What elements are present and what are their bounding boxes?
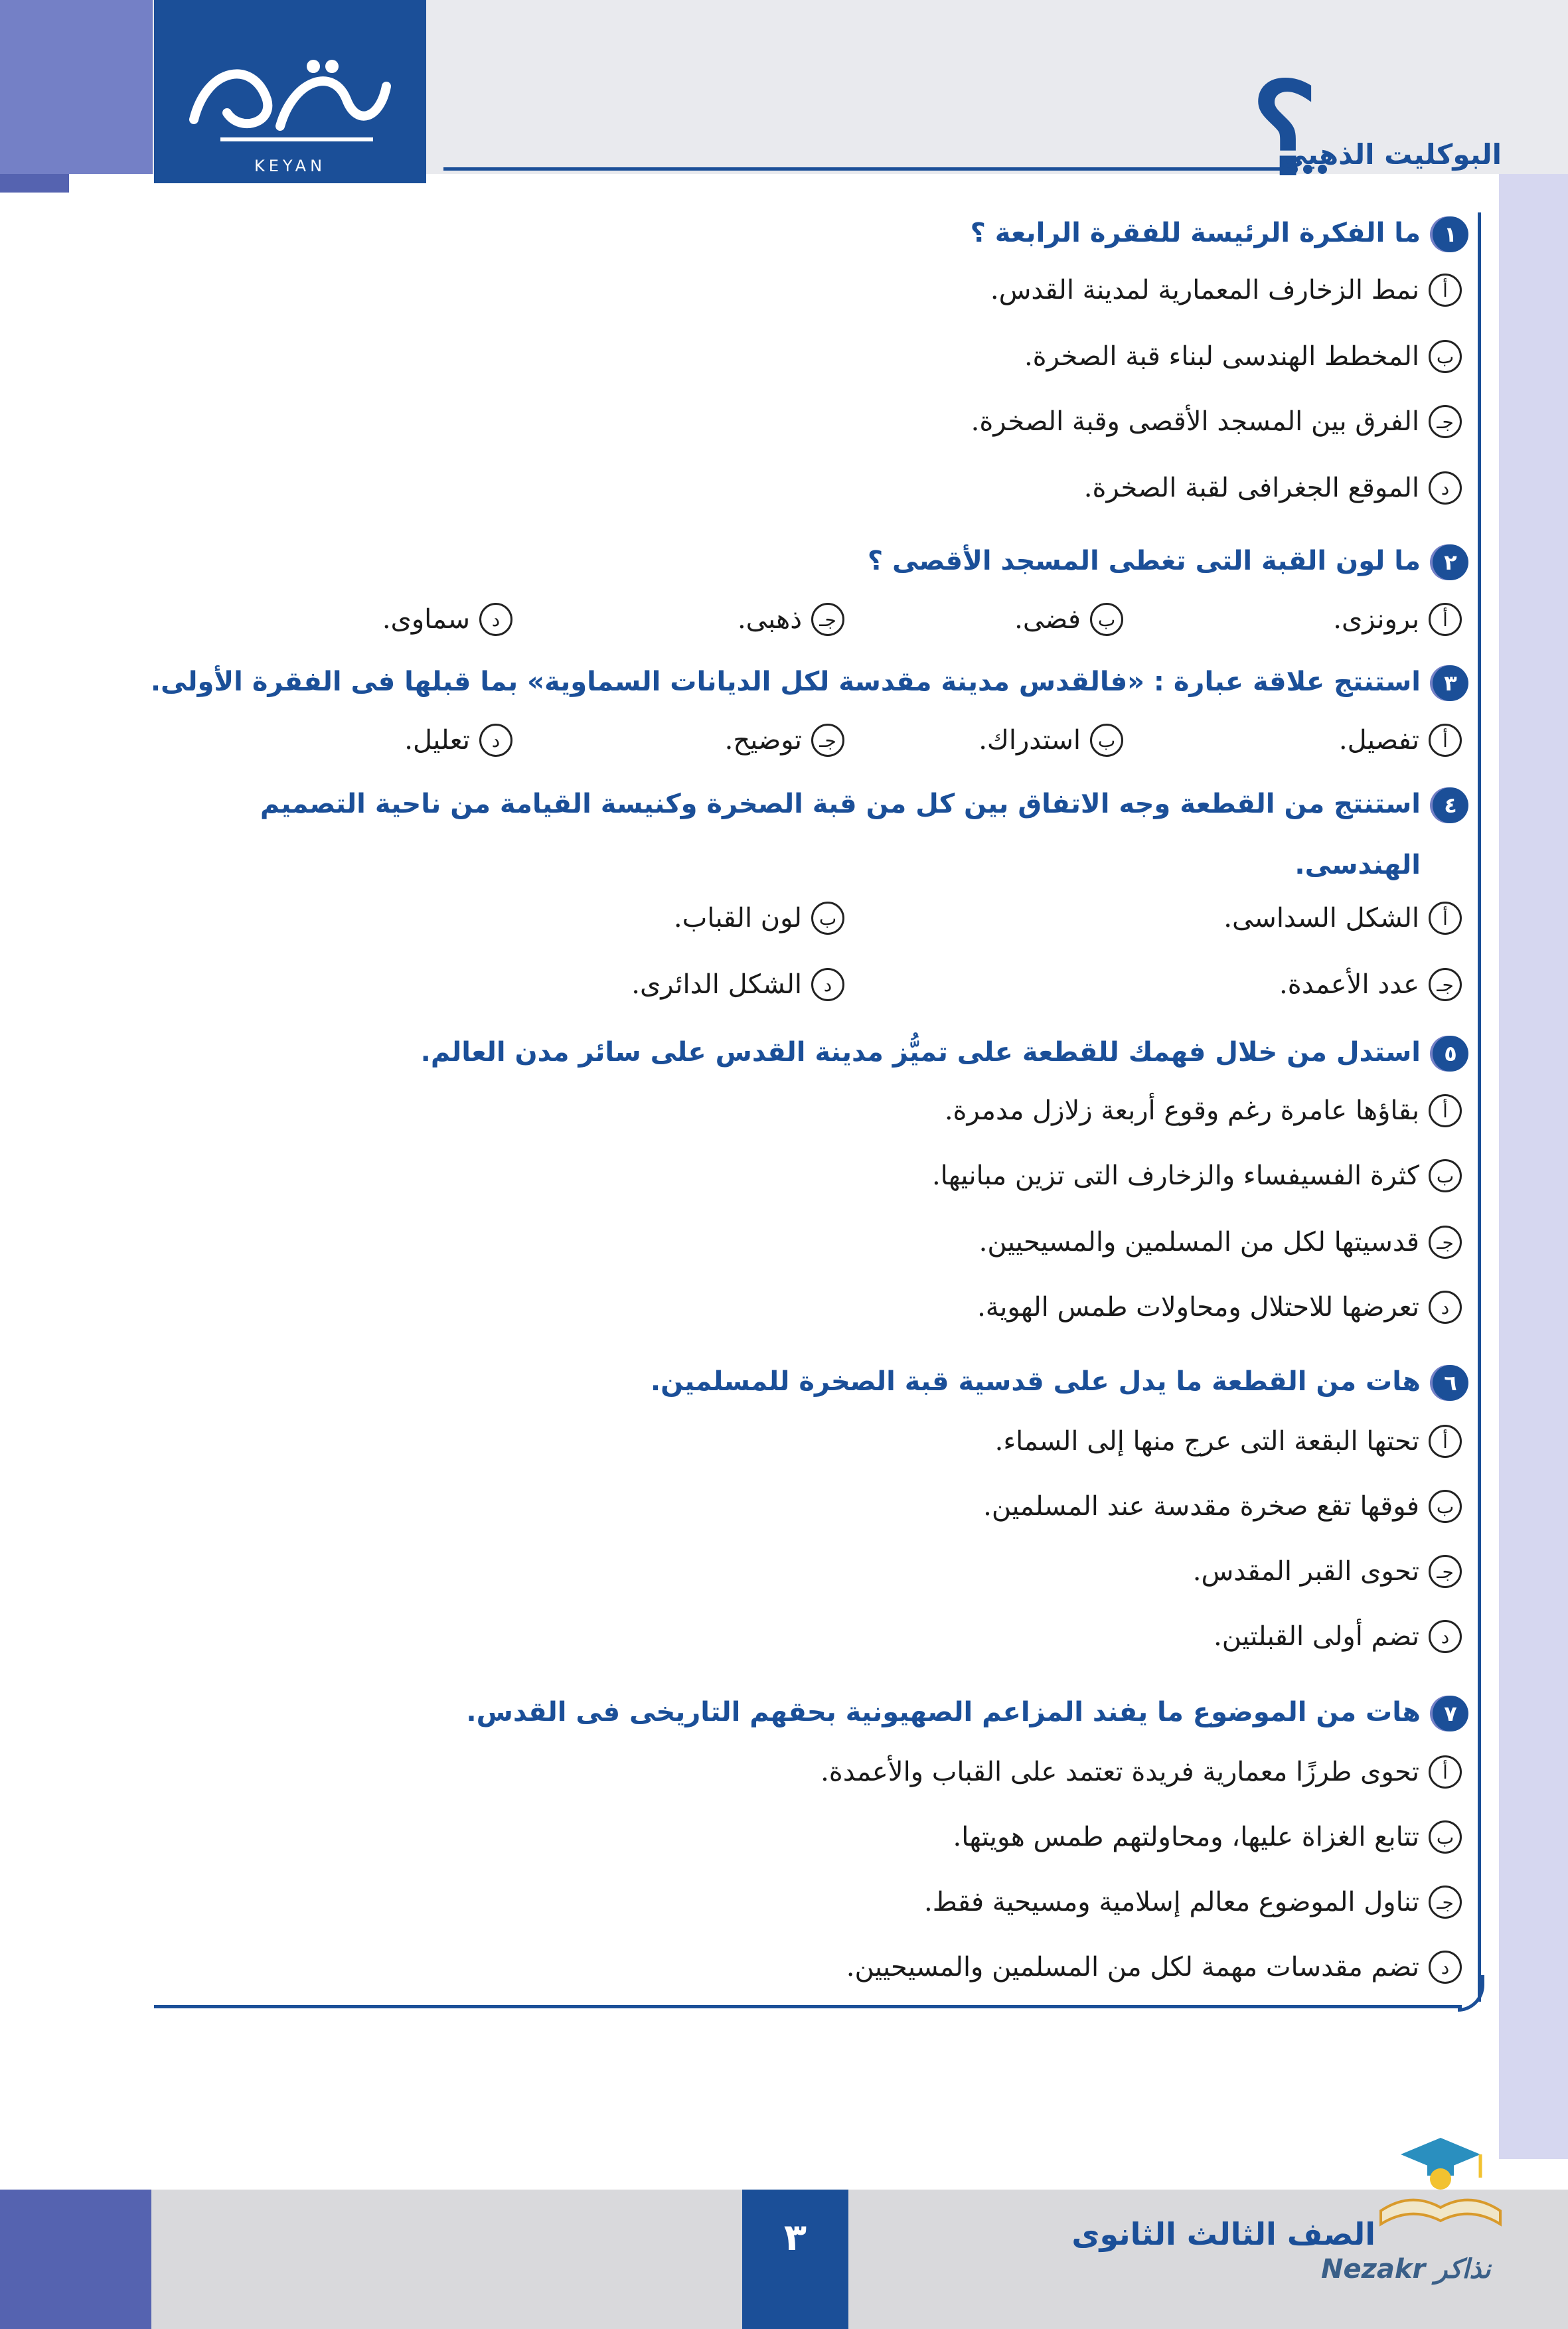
logo-text: KEYAN xyxy=(254,157,327,175)
option-b[interactable] xyxy=(932,1159,1462,1192)
question-mark-icon: ؟ xyxy=(1251,55,1318,203)
option-a[interactable] xyxy=(821,1755,1462,1789)
option-c[interactable] xyxy=(924,1886,1462,1919)
question-text: استنتج علاقة عبارة : «فالقدس مدينة مقدسة لكل الديانات السماوية» بما قبلها فى الفقرة الأولى. xyxy=(150,667,1421,697)
question-text: ما لون القبة التى تغطى المسجد الأقصى ؟ xyxy=(867,546,1421,576)
option-b[interactable] xyxy=(1014,603,1123,636)
question-number: ٧ xyxy=(1433,1696,1468,1731)
option-text: فضى. xyxy=(1014,604,1081,635)
option-text: عدد الأعمدة. xyxy=(1279,969,1419,1000)
question-text: استدل من خلال فهمك للقطعة على تميُّز مدينة القدس على سائر مدن العالم. xyxy=(420,1037,1421,1068)
option-letter: د xyxy=(479,724,512,757)
question-text: هات من القطعة ما يدل على قدسية قبة الصخرة للمسلمين. xyxy=(650,1366,1421,1397)
option-c[interactable] xyxy=(971,405,1462,438)
side-panel xyxy=(1499,174,1568,2159)
option-text: تفصيل. xyxy=(1338,725,1419,756)
footer-accent-block xyxy=(0,2190,151,2329)
option-text: نمط الزخارف المعمارية لمدينة القدس. xyxy=(990,275,1419,305)
option-text: فوقها تقع صخرة مقدسة عند المسلمين. xyxy=(983,1491,1419,1522)
keyan-logo-icon xyxy=(181,40,400,153)
frame-rule-bottom xyxy=(154,2005,1462,2008)
option-text: بقاؤها عامرة رغم وقوع أربعة زلازل مدمرة. xyxy=(944,1095,1419,1126)
option-text: تعليل. xyxy=(404,725,470,756)
option-text: المخطط الهندسى لبناء قبة الصخرة. xyxy=(1024,341,1419,372)
option-b[interactable] xyxy=(674,902,844,935)
option-letter: أ xyxy=(1429,902,1462,935)
option-a[interactable] xyxy=(1223,902,1462,935)
option-letter: د xyxy=(1429,1951,1462,1984)
option-text: تحوى القبر المقدس. xyxy=(1192,1556,1419,1587)
option-text: تضم مقدسات مهمة لكل من المسلمين والمسيحيين. xyxy=(846,1952,1419,1982)
option-b[interactable] xyxy=(1024,340,1462,373)
question-6 xyxy=(101,1365,1468,1657)
question-1 xyxy=(101,216,1468,509)
option-letter: أ xyxy=(1429,603,1462,636)
option-letter: ب xyxy=(1429,1820,1462,1854)
option-text: الفرق بين المسجد الأقصى وقبة الصخرة. xyxy=(971,406,1419,437)
option-letter: جـ xyxy=(1429,405,1462,438)
site-brand: Nezakr نذاكر xyxy=(1321,2254,1491,2285)
question-4 xyxy=(101,787,1468,1013)
question-7 xyxy=(101,1696,1468,1988)
question-number: ١ xyxy=(1433,216,1468,252)
option-text: الموقع الجغرافى لقبة الصخرة. xyxy=(1083,473,1419,503)
question-number: ٤ xyxy=(1433,787,1468,823)
option-letter: ب xyxy=(1429,1159,1462,1192)
option-text: تتابع الغزاة عليها، ومحاولتهم طمس هويتها. xyxy=(953,1822,1419,1852)
question-number: ٥ xyxy=(1433,1036,1468,1072)
option-letter: جـ xyxy=(1429,1226,1462,1259)
option-c[interactable] xyxy=(1193,1555,1462,1588)
option-letter: جـ xyxy=(1429,968,1462,1001)
question-text-line-2: الهندسى. xyxy=(1294,850,1421,880)
question-3 xyxy=(101,665,1468,771)
option-a[interactable] xyxy=(995,1425,1462,1458)
option-letter: أ xyxy=(1429,1094,1462,1127)
option-letter: أ xyxy=(1429,1425,1462,1458)
option-letter: د xyxy=(479,603,512,636)
question-text: ما الفكرة الرئيسة للفقرة الرابعة ؟ xyxy=(970,218,1421,248)
option-letter: جـ xyxy=(811,603,844,636)
option-text: الشكل السداسى. xyxy=(1223,903,1419,933)
option-d[interactable] xyxy=(631,968,844,1001)
question-5 xyxy=(101,1036,1468,1328)
question-text-line-1: استنتج من القطعة وجه الاتفاق بين كل من قبة الصخرة وكنيسة القيامة من ناحية التصميم xyxy=(260,789,1421,819)
option-d[interactable] xyxy=(382,603,512,636)
option-letter: د xyxy=(1429,471,1462,505)
option-text: الشكل الدائرى. xyxy=(631,969,802,1000)
option-text: كثرة الفسيفساء والزخارف التى تزين مبانيها. xyxy=(931,1161,1419,1191)
page-number: ٣ xyxy=(783,2216,807,2259)
booklet-title: البوكليت الذهبى xyxy=(1279,138,1502,171)
option-letter: ب xyxy=(1429,1490,1462,1523)
option-letter: ب xyxy=(1090,724,1123,757)
option-d[interactable] xyxy=(977,1291,1462,1324)
publisher-logo xyxy=(154,0,426,183)
option-text: تناول الموضوع معالم إسلامية ومسيحية فقط. xyxy=(924,1887,1419,1917)
option-a[interactable] xyxy=(1333,603,1462,636)
option-d[interactable] xyxy=(1214,1620,1462,1653)
option-letter: ب xyxy=(1429,340,1462,373)
option-letter: ب xyxy=(811,902,844,935)
option-letter: ب xyxy=(1090,603,1123,636)
option-b[interactable] xyxy=(983,1490,1462,1523)
grade-label: الصف الثالث الثانوى xyxy=(1071,2216,1375,2252)
frame-rule-vertical xyxy=(1478,212,1481,2002)
option-text: تحوى طرزًا معمارية فريدة تعتمد على القباب والأعمدة. xyxy=(821,1757,1419,1787)
question-2 xyxy=(101,544,1468,651)
option-text: سماوى. xyxy=(382,604,470,635)
page-number-box xyxy=(742,2190,848,2329)
option-c[interactable] xyxy=(979,1226,1462,1259)
option-a[interactable] xyxy=(945,1094,1462,1127)
option-c[interactable] xyxy=(1279,968,1462,1001)
option-a[interactable] xyxy=(990,274,1462,307)
option-d[interactable] xyxy=(404,724,512,757)
option-text: لون القباب. xyxy=(673,903,802,933)
option-b[interactable] xyxy=(979,724,1123,757)
question-number: ٢ xyxy=(1433,544,1468,580)
option-text: تعرضها للاحتلال ومحاولات طمس الهوية. xyxy=(977,1292,1419,1323)
option-a[interactable] xyxy=(1339,724,1462,757)
option-letter: د xyxy=(811,968,844,1001)
option-letter: جـ xyxy=(1429,1886,1462,1919)
option-letter: أ xyxy=(1429,724,1462,757)
option-letter: أ xyxy=(1429,1755,1462,1789)
option-letter: د xyxy=(1429,1620,1462,1653)
option-letter: أ xyxy=(1429,274,1462,307)
option-d[interactable] xyxy=(1084,471,1462,505)
header-accent-block-light xyxy=(0,0,153,174)
option-c[interactable] xyxy=(738,603,844,636)
question-number: ٣ xyxy=(1433,665,1468,701)
option-c[interactable] xyxy=(725,724,844,757)
question-number: ٦ xyxy=(1433,1365,1468,1401)
option-letter: د xyxy=(1429,1291,1462,1324)
option-text: استدراك. xyxy=(979,725,1081,756)
option-text: تحتها البقعة التى عرج منها إلى السماء. xyxy=(994,1426,1419,1457)
option-b[interactable] xyxy=(953,1820,1462,1854)
option-text: برونزى. xyxy=(1333,604,1419,635)
graduation-book-icon xyxy=(1368,2131,1514,2231)
option-text: ذهبى. xyxy=(737,604,802,635)
option-letter: جـ xyxy=(811,724,844,757)
question-text: هات من الموضوع ما يفند المزاعم الصهيونية بحقهم التاريخى فى القدس. xyxy=(466,1697,1421,1727)
option-letter: جـ xyxy=(1429,1555,1462,1588)
header-rule xyxy=(443,167,1280,171)
option-text: تضم أولى القبلتين. xyxy=(1214,1621,1419,1652)
option-text: توضيح. xyxy=(724,725,802,756)
option-text: قدسيتها لكل من المسلمين والمسيحيين. xyxy=(979,1227,1419,1257)
option-d[interactable] xyxy=(846,1951,1462,1984)
